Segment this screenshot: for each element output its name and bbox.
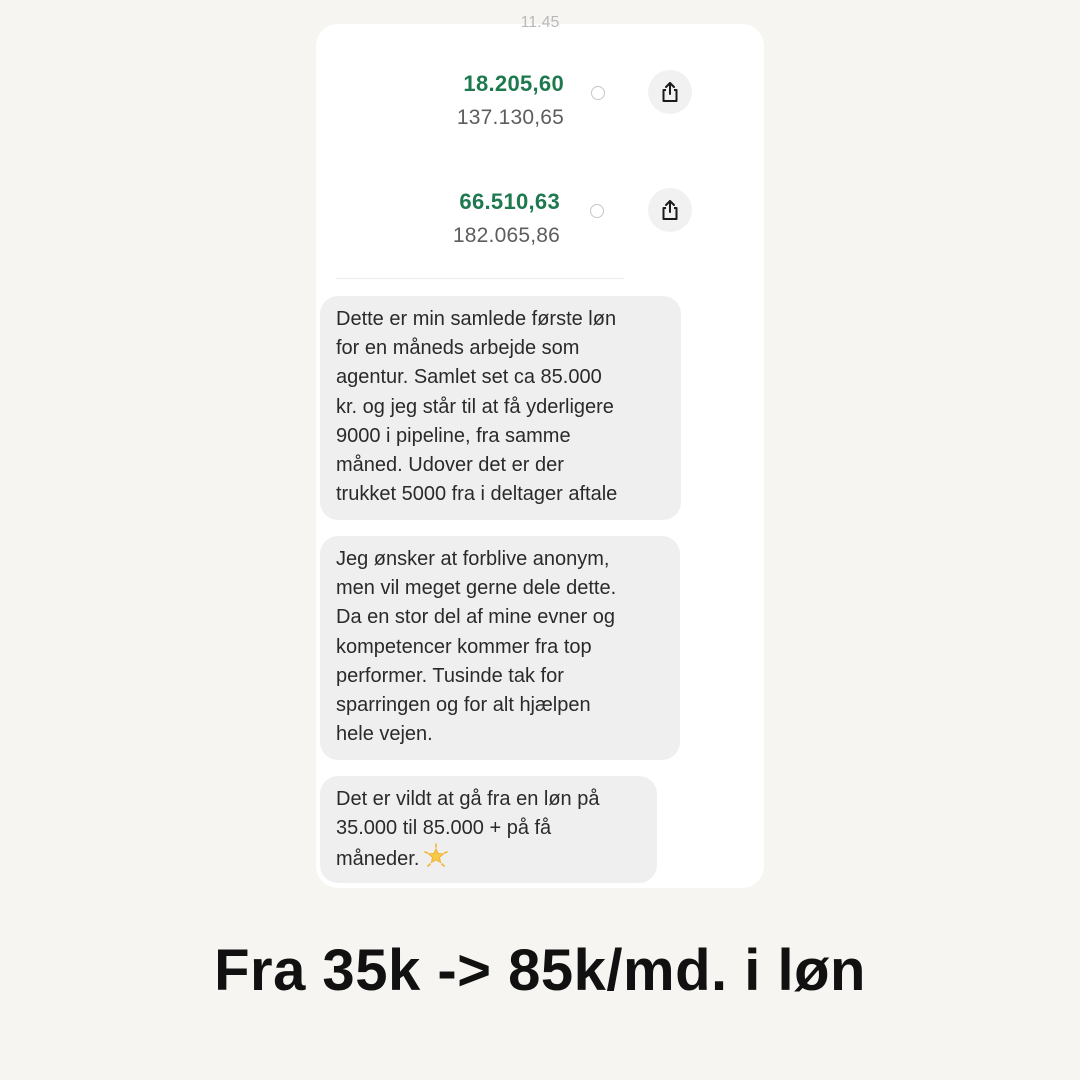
transaction-balance: 182.065,86	[452, 224, 560, 247]
message-line: agentur. Samlet set ca 85.000	[336, 366, 602, 389]
message-line: 35.000 til 85.000 + på få	[336, 817, 552, 840]
message-line: måneder.	[336, 848, 420, 871]
message-line: Dette er min samlede første løn	[336, 308, 617, 330]
message-timestamp: 11.45	[520, 14, 560, 31]
message-bubble	[320, 536, 680, 760]
select-radio[interactable]	[591, 86, 605, 100]
transaction-amount: 66.510,63	[459, 189, 560, 214]
share-button[interactable]	[648, 188, 692, 232]
message-bubble	[320, 776, 657, 883]
select-radio[interactable]	[590, 204, 604, 218]
message-bubble	[320, 296, 681, 520]
caption-headline: Fra 35k -> 85k/md. i løn	[214, 938, 866, 1003]
share-button[interactable]	[648, 70, 692, 114]
transaction-amounts	[457, 70, 564, 132]
message-line-with-emoji	[336, 843, 641, 874]
chat-screenshot-card	[316, 14, 764, 888]
transaction-row	[316, 188, 764, 268]
message-line: for en måneds arbejde som	[336, 337, 580, 360]
transaction-amounts	[453, 188, 560, 250]
share-icon	[660, 199, 680, 221]
message-line: Jeg ønsker at forblive anonym,	[336, 548, 610, 570]
share-icon	[660, 81, 680, 103]
transaction-balance: 137.130,65	[456, 106, 564, 129]
message-line: trukket 5000 fra i deltager aftale	[336, 483, 618, 506]
message-line: Da en stor del af mine evner og	[336, 606, 616, 629]
divider	[336, 278, 624, 279]
transaction-amount: 18.205,60	[463, 71, 564, 96]
transaction-row	[316, 70, 764, 150]
glowing-star-icon	[423, 843, 449, 869]
message-line: men vil meget gerne dele dette.	[336, 577, 617, 600]
message-line: kompetencer kommer fra top	[336, 635, 592, 658]
message-line: Det er vildt at gå fra en løn på	[336, 788, 600, 810]
message-line: kr. og jeg står til at få yderligere	[336, 395, 614, 418]
message-line: performer. Tusinde tak for	[336, 664, 564, 687]
message-line: sparringen og for alt hjælpen	[336, 694, 591, 717]
message-line: hele vejen.	[336, 723, 433, 746]
message-line: 9000 i pipeline, fra samme	[336, 424, 571, 447]
message-line: måned. Udover det er der	[336, 454, 564, 477]
